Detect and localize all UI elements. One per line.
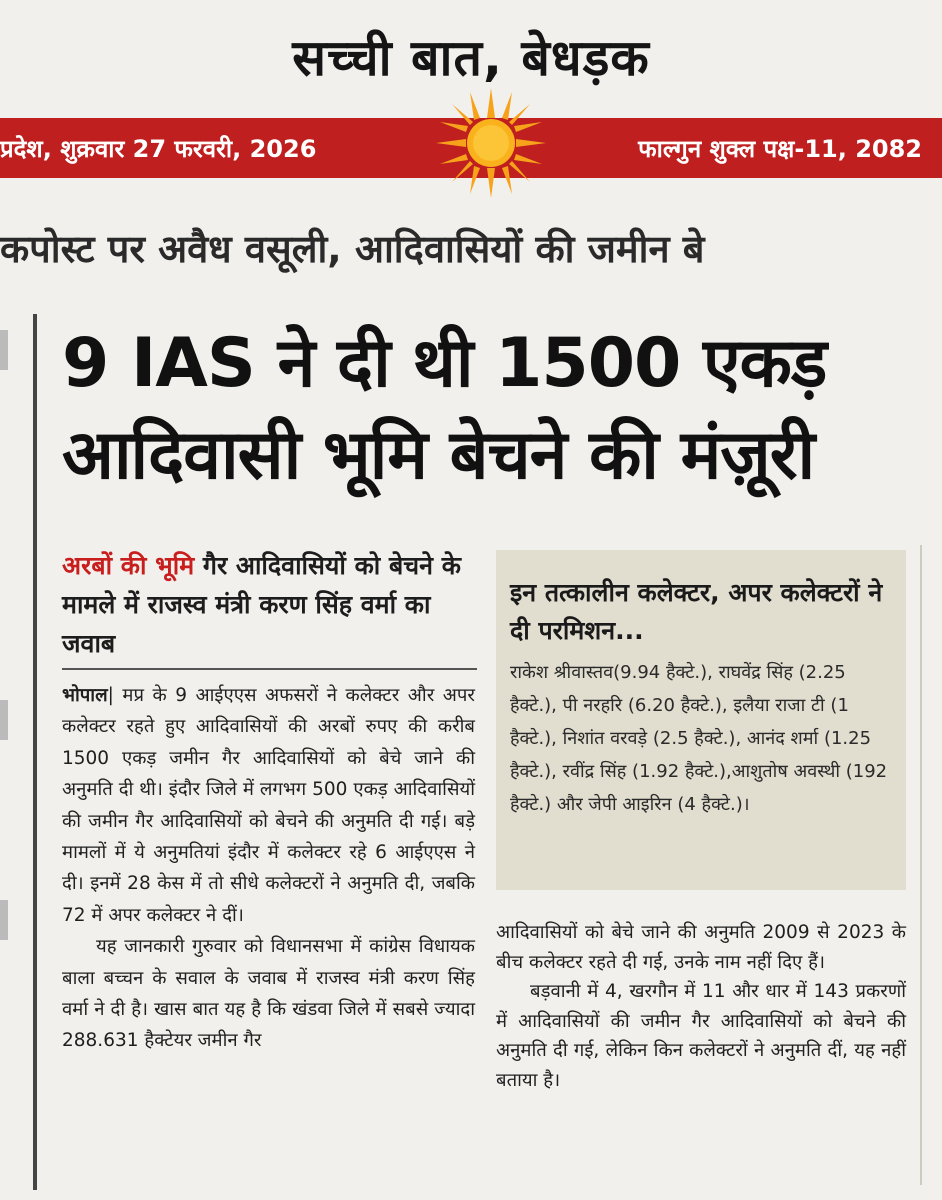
article-paragraph: बड़वानी में 4, खरगौन में 11 और धार में 143 प्रकरणों में आदिवासियों की जमीन गैर आदिवासियों को बेचने की अनुमति दी गई, लेकिन किन कलेक्टरों ने अनुमति दीं, यह नहीं बताया है। <box>496 981 906 1091</box>
sidebar-box <box>496 550 906 890</box>
column-rule <box>33 314 37 1190</box>
article-paragraph: आदिवासियों को बेचे जाने की अनुमति 2009 से 2023 के बीच कलेक्टर रहते दी गई, उनके नाम नहीं दिए हैं। <box>496 922 906 973</box>
sub-headline-highlight: अरबों की भूमि <box>62 551 195 580</box>
sidebar-list: राकेश श्रीवास्तव(9.94 हैक्टे.), राघवेंद्र सिंह (2.25 हैक्टे.), पी नरहरि (6.20 हैक्टे.), इलैया राजा टी (1 हैक्टे.), निशांत वरवड़े (2.5 हैक्टे.), आनंद शर्मा (1.25 हैक्टे.), रवींद्र सिंह (1.92 हैक्टे.),आशुतोष अवस्थी (192 हैक्टे.) और जेपी आइरिन (4 हैक्टे.)। <box>510 662 888 815</box>
sidebar-title: इन तत्कालीन कलेक्टर, अपर कलेक्टरों ने दी परमिशन... <box>510 578 883 645</box>
sub-headline <box>62 546 477 663</box>
page-edge-mark <box>0 330 8 370</box>
article-body-right <box>496 918 906 1095</box>
page-edge-mark <box>0 900 8 940</box>
divider <box>62 668 477 670</box>
headline-line-1: 9 IAS ने दी थी 1500 एकड़ <box>62 324 827 403</box>
page-edge-mark <box>0 700 8 740</box>
newspaper-motto: सच्ची बात, बेधड़क <box>292 29 650 87</box>
article-paragraph: यह जानकारी गुरुवार को विधानसभा में कांग्रेस विधायक बाला बच्चन के सवाल के जवाब में राजस्व मंत्री करण सिंह वर्मा ने दी है। खास बात यह है कि खंडवा जिले में सबसे ज्यादा 288.631 हैक्टेयर जमीन गैर <box>62 936 475 1052</box>
page-edge-shadow <box>920 545 922 1185</box>
hindu-calendar-date: फाल्गुन शुक्ल पक्ष-11, 2082 <box>638 135 922 163</box>
kicker-headline: कपोस्ट पर अवैध वसूली, आदिवासियों की जमीन बे <box>0 227 705 271</box>
headline-line-2: आदिवासी भूमि बेचने की मंज़ूरी <box>62 416 815 495</box>
article-paragraph: भोपाल| मप्र के 9 आईएएस अफसरों ने कलेक्टर और अपर कलेक्टर रहते हुए आदिवासियों की अरबों रुपए की करीब 1500 एकड़ जमीन गैर आदिवासियों को बेचे जाने की अनुमति दी थी। इंदौर जिले में लगभग 500 एकड़ आदिवासियों की जमीन गैर आदिवासियों को बेचने की अनुमति दी गई। बड़े मामलों में ये अनुमतियां इंदौर में कलेक्टर रहे 6 आईएएस ने दी। इनमें 28 केस में तो सीधे कलेक्टरों ने अनुमति दी, जबकि 72 में अपर कलेक्टर ने दीं। <box>62 685 475 926</box>
article-body-left <box>62 680 475 1057</box>
sun-logo-icon <box>436 88 546 198</box>
dateline: भोपाल <box>62 685 108 706</box>
sub-headline-text: गैर आदिवासियों को बेचने के मामले में राजस्व मंत्री करण सिंह वर्मा का जवाब <box>62 551 461 658</box>
main-headline <box>62 318 932 502</box>
publication-date: प्रदेश, शुक्रवार 27 फरवरी, 2026 <box>0 135 317 163</box>
